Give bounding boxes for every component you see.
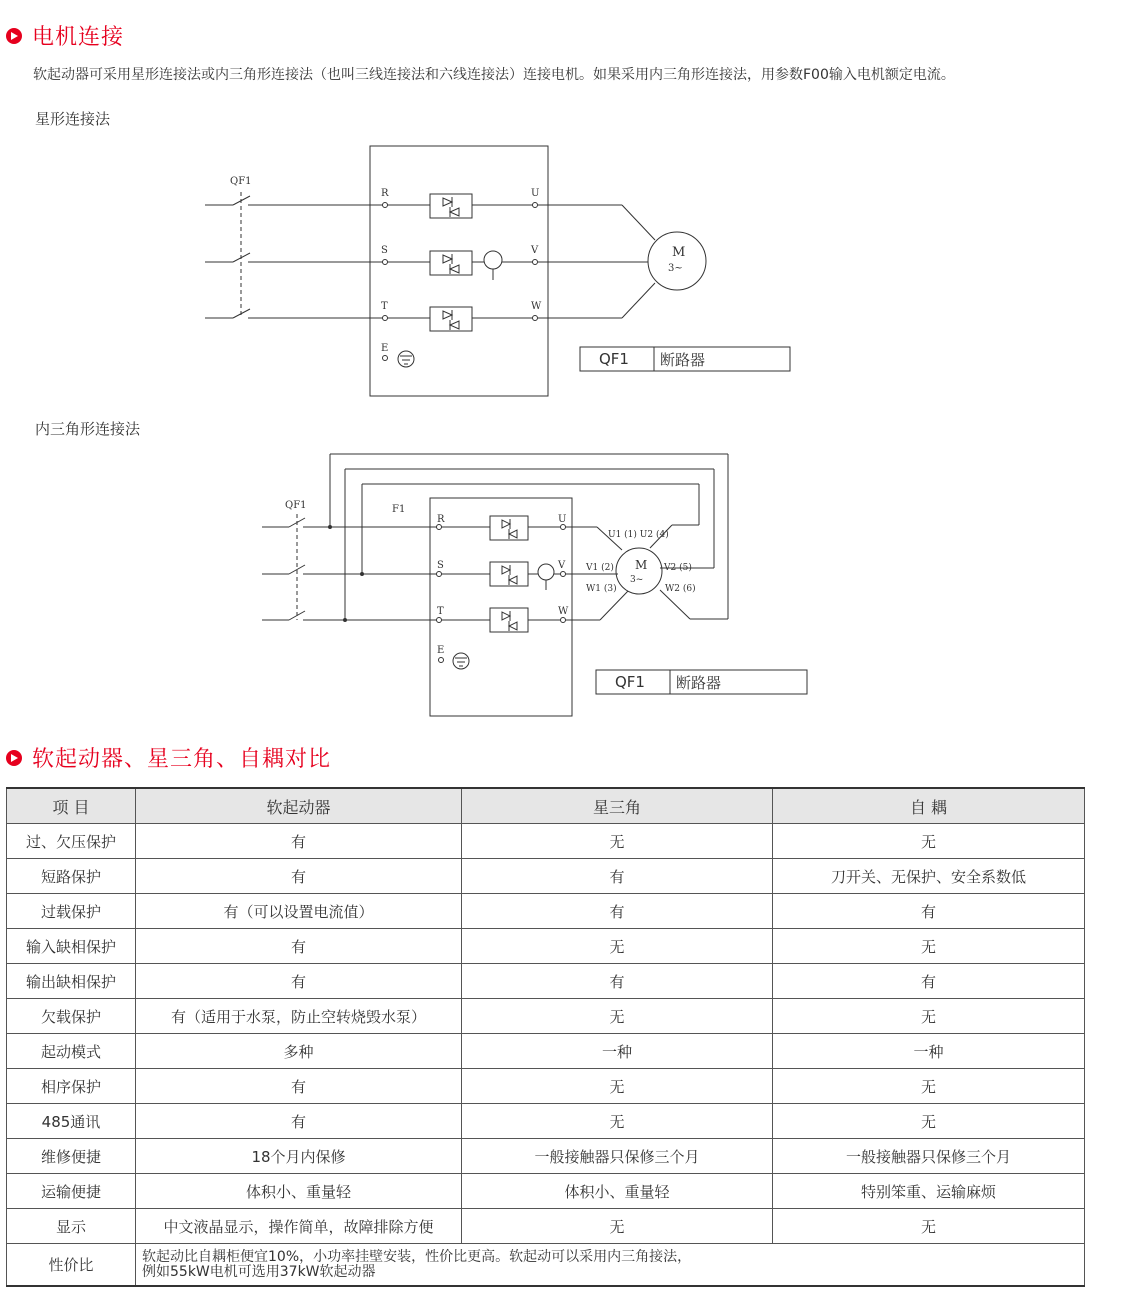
terminal-w1: W1 (3) bbox=[586, 584, 617, 594]
table-row bbox=[7, 1209, 1085, 1244]
cell: 有 bbox=[136, 824, 462, 859]
row-label: 性价比 bbox=[7, 1244, 136, 1287]
header-soft-starter: 软起动器 bbox=[136, 788, 462, 824]
row-label: 起动模式 bbox=[7, 1034, 136, 1069]
cell: 刀开关、无保护、安全系数低 bbox=[773, 859, 1085, 894]
cell: 多种 bbox=[136, 1034, 462, 1069]
section-title-text: 软起动器、星三角、自耦对比 bbox=[32, 747, 332, 772]
earth-label: E bbox=[381, 343, 389, 354]
ground-icon bbox=[453, 653, 469, 669]
table-row bbox=[7, 929, 1085, 964]
motor-label: M bbox=[672, 245, 686, 260]
cell: 无 bbox=[773, 824, 1085, 859]
cell: 体积小、重量轻 bbox=[136, 1174, 462, 1209]
breaker-label: QF1 bbox=[230, 176, 252, 187]
terminal-v1: V1 (2) bbox=[586, 563, 614, 573]
input-t: T bbox=[437, 606, 444, 617]
table-row bbox=[7, 894, 1085, 929]
current-transformer-icon bbox=[484, 251, 502, 269]
thyristor-t bbox=[430, 307, 472, 331]
row-label: 485通讯 bbox=[7, 1104, 136, 1139]
table-row bbox=[7, 824, 1085, 859]
cell: 有 bbox=[773, 894, 1085, 929]
cell: 有 bbox=[136, 964, 462, 999]
ground-icon bbox=[398, 351, 414, 367]
bullet-arrow-icon bbox=[6, 750, 22, 766]
row-label: 运输便捷 bbox=[7, 1174, 136, 1209]
output-w: W bbox=[558, 606, 569, 617]
output-u: U bbox=[531, 188, 540, 199]
cell: 无 bbox=[462, 929, 773, 964]
row-label: 相序保护 bbox=[7, 1069, 136, 1104]
section-title-text: 电机连接 bbox=[32, 25, 125, 50]
header-item: 项 目 bbox=[7, 788, 136, 824]
cell: 无 bbox=[462, 1104, 773, 1139]
thyristor-s bbox=[430, 251, 472, 275]
cell: 无 bbox=[773, 1104, 1085, 1139]
input-t: T bbox=[381, 301, 388, 312]
comparison-table bbox=[6, 787, 1085, 1287]
cell: 无 bbox=[462, 824, 773, 859]
table-row bbox=[7, 999, 1085, 1034]
input-r: R bbox=[437, 514, 445, 525]
thyristor-s bbox=[490, 562, 528, 586]
terminal-w2: W2 (6) bbox=[665, 584, 696, 594]
header-star-delta: 星三角 bbox=[462, 788, 773, 824]
cell: 有 bbox=[462, 859, 773, 894]
motor-label: M bbox=[635, 558, 648, 572]
table-row-value bbox=[7, 1244, 1085, 1287]
cell: 一种 bbox=[773, 1034, 1085, 1069]
cell: 无 bbox=[773, 1209, 1085, 1244]
motor-phase: 3~ bbox=[630, 575, 644, 585]
cell: 一般接触器只保修三个月 bbox=[773, 1139, 1085, 1174]
input-r: R bbox=[381, 188, 389, 199]
star-connection-label: 星形连接法 bbox=[35, 110, 111, 128]
output-v: V bbox=[558, 560, 566, 571]
cell: 有 bbox=[462, 964, 773, 999]
cell: 18个月内保修 bbox=[136, 1139, 462, 1174]
table-row bbox=[7, 1034, 1085, 1069]
table-header-row bbox=[7, 788, 1085, 824]
output-u: U bbox=[558, 514, 567, 525]
output-w: W bbox=[531, 301, 542, 312]
cell: 有 bbox=[136, 1069, 462, 1104]
breaker-label: QF1 bbox=[285, 500, 307, 511]
cell: 有（适用于水泵，防止空转烧毁水泵） bbox=[136, 999, 462, 1034]
thyristor-r bbox=[490, 516, 528, 540]
section-title-motor-connection bbox=[6, 20, 124, 51]
thyristor-t bbox=[490, 608, 528, 632]
row-label: 维修便捷 bbox=[7, 1139, 136, 1174]
row-label: 过、欠压保护 bbox=[7, 824, 136, 859]
thyristor-r bbox=[430, 194, 472, 218]
input-s: S bbox=[381, 245, 388, 256]
table-row bbox=[7, 859, 1085, 894]
row-label: 短路保护 bbox=[7, 859, 136, 894]
value-note-line2: 例如55kW电机可选用37kW软起动器 bbox=[142, 1263, 376, 1280]
terminal-v2: V2 (5) bbox=[664, 563, 692, 573]
cell: 中文液晶显示，操作简单，故障排除方便 bbox=[136, 1209, 462, 1244]
star-connection-diagram bbox=[0, 140, 1144, 405]
cell: 特别笨重、运输麻烦 bbox=[773, 1174, 1085, 1209]
delta-connection-diagram bbox=[0, 450, 1144, 720]
cell: 有（可以设置电流值） bbox=[136, 894, 462, 929]
cell: 无 bbox=[773, 999, 1085, 1034]
cell: 无 bbox=[773, 1069, 1085, 1104]
cell: 无 bbox=[462, 999, 773, 1034]
row-label: 过载保护 bbox=[7, 894, 136, 929]
row-label: 输入缺相保护 bbox=[7, 929, 136, 964]
cell: 无 bbox=[462, 1069, 773, 1104]
intro-paragraph: 软起动器可采用星形连接法或内三角形连接法（也叫三线连接法和六线连接法）连接电机。如果采用内三角形连接法，用参数F00输入电机额定电流。 bbox=[33, 67, 955, 83]
current-transformer-icon bbox=[538, 564, 554, 580]
legend-name: 断路器 bbox=[660, 351, 706, 369]
cell: 一种 bbox=[462, 1034, 773, 1069]
value-note-line1: 软起动比自耦柜便宜10%，小功率挂壁安装，性价比更高。软起动可以采用内三角接法， bbox=[142, 1248, 692, 1265]
cell: 无 bbox=[462, 1209, 773, 1244]
bullet-arrow-icon bbox=[6, 28, 22, 44]
row-label: 显示 bbox=[7, 1209, 136, 1244]
table-row bbox=[7, 964, 1085, 999]
motor-phase: 3~ bbox=[668, 263, 683, 274]
output-v: V bbox=[531, 245, 539, 256]
cell: 有 bbox=[773, 964, 1085, 999]
cell: 有 bbox=[136, 929, 462, 964]
table-row bbox=[7, 1069, 1085, 1104]
cell: 有 bbox=[462, 894, 773, 929]
table-row bbox=[7, 1104, 1085, 1139]
delta-connection-label: 内三角形连接法 bbox=[35, 420, 141, 438]
legend-code: QF1 bbox=[615, 673, 645, 691]
table-row bbox=[7, 1174, 1085, 1209]
row-label: 欠载保护 bbox=[7, 999, 136, 1034]
input-s: S bbox=[437, 560, 444, 571]
table-row bbox=[7, 1139, 1085, 1174]
legend-name: 断路器 bbox=[676, 674, 722, 692]
section-title-comparison bbox=[6, 742, 331, 773]
header-autotransformer: 自 耦 bbox=[773, 788, 1085, 824]
cell: 一般接触器只保修三个月 bbox=[462, 1139, 773, 1174]
cell: 有 bbox=[136, 859, 462, 894]
row-label: 输出缺相保护 bbox=[7, 964, 136, 999]
value-note bbox=[136, 1244, 1085, 1287]
fuse-label: F1 bbox=[392, 504, 406, 515]
cell: 体积小、重量轻 bbox=[462, 1174, 773, 1209]
cell: 无 bbox=[773, 929, 1085, 964]
cell: 有 bbox=[136, 1104, 462, 1139]
legend-code: QF1 bbox=[599, 350, 629, 368]
earth-label: E bbox=[437, 645, 445, 656]
terminal-u: U1 (1) U2 (4) bbox=[608, 530, 669, 540]
